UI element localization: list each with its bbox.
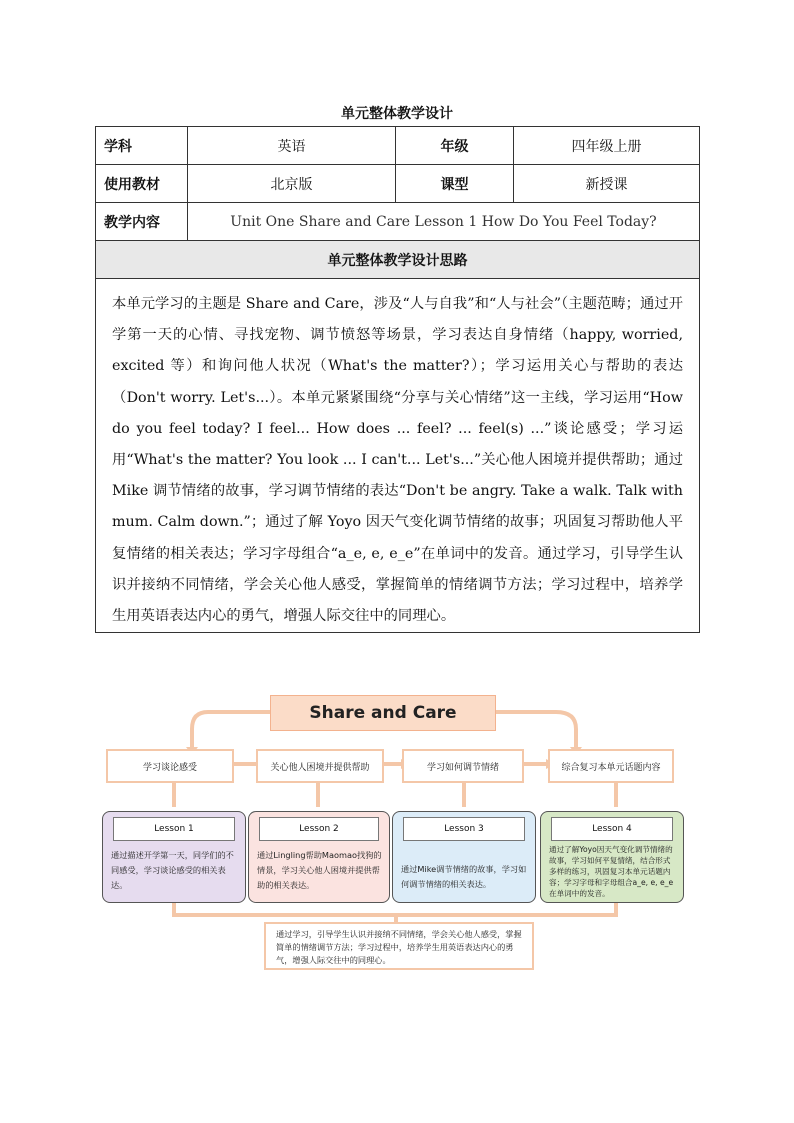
subject-label: 学科	[96, 127, 188, 165]
design-table	[95, 126, 700, 965]
lesson-type-value: 新授课	[514, 165, 700, 203]
lesson-2-card	[248, 811, 390, 903]
subject-value: 英语	[188, 127, 396, 165]
table-row	[96, 127, 700, 165]
grade-value: 四年级上册	[514, 127, 700, 165]
table-row	[96, 203, 700, 241]
lesson-3-card	[392, 811, 536, 903]
table-row	[96, 165, 700, 203]
step-talk-feelings: 学习谈论感受	[106, 749, 234, 783]
step-review-unit: 综合复习本单元话题内容	[548, 749, 674, 783]
lesson-4-card	[540, 811, 684, 903]
step-care-others: 关心他人困境并提供帮助	[256, 749, 384, 783]
lesson-1-tag: Lesson 1	[113, 817, 235, 841]
diagram-summary: 通过学习，引导学生认识并接纳不同情绪，学会关心他人感受，掌握简单的情绪调节方法；学习过程中，培养学生用英语表达内心的勇气，增强人际交往中的同理心。	[264, 922, 534, 970]
table-row	[96, 279, 700, 633]
lesson-3-text: 通过Mike调节情绪的故事，学习如何调节情绪的相关表达。	[401, 864, 527, 889]
diagram-title: Share and Care	[270, 695, 496, 731]
lesson-2-text: 通过Lingling帮助Maomao找狗的情景，学习关心他人困境并提供帮助的相关表达。	[257, 850, 382, 890]
textbook-label: 使用教材	[96, 165, 188, 203]
content-label: 教学内容	[96, 203, 188, 241]
design-paragraph: 本单元学习的主题是 Share and Care，涉及“人与自我”和“人与社会”（主题范畴；通过开学第一天的心情、寻找宠物、调节愤怒等场景，学习表达自身情绪（happy, worried, excited 等）和询问他人状况（What's the matter?）；学习运用关心与帮助的表达（Don't worry. Let's...）。本单元紧紧围绕“分享与关心情绪”这一主线，学习运用“How do you feel today? I feel... How does ... feel? ... feel(s) ...”谈论感受；学习运用“What's the matter? You look ... I can't... Let's...”关心他人困境并提供帮助；通过 Mike 调节情绪的故事，学习调节情绪的表达“Don't be angry. Take a walk. Talk with mum. Calm down.”；通过了解 Yoyo 因天气变化调节情绪的故事；巩固复习帮助他人平复情绪的相关表达；学习字母组合“a_e, e, e_e”在单词中的发音。通过学习，引导学生认识并接纳不同情绪，学会关心他人感受，掌握简单的情绪调节方法；学习过程中，培养学生用英语表达内心的勇气，增强人际交往中的同理心。	[112, 296, 683, 625]
lesson-4-tag: Lesson 4	[551, 817, 673, 841]
textbook-value: 北京版	[188, 165, 396, 203]
unit-diagram	[96, 689, 698, 999]
table-row	[96, 241, 700, 279]
content-value: Unit One Share and Care Lesson 1 How Do You Feel Today?	[188, 203, 700, 241]
step-regulate-emotions: 学习如何调节情绪	[402, 749, 524, 783]
lesson-1-card	[102, 811, 246, 903]
section-title: 单元整体教学设计思路	[96, 241, 700, 279]
lesson-3-tag: Lesson 3	[403, 817, 525, 841]
document-title: 单元整体教学设计	[341, 106, 453, 122]
lesson-4-text: 通过了解Yoyo因天气变化调节情绪的故事，学习如何平复情绪，结合形式多样的练习，巩固复习本单元话题内容；学习字母和字母组合a_e, e, e_e在单词中的发音。	[549, 845, 674, 898]
lesson-2-tag: Lesson 2	[259, 817, 379, 841]
lesson-1-text: 通过描述开学第一天，同学们的不同感受，学习谈论感受的相关表达。	[111, 850, 234, 890]
grade-label: 年级	[396, 127, 514, 165]
design-body	[96, 279, 700, 965]
lesson-type-label: 课型	[396, 165, 514, 203]
